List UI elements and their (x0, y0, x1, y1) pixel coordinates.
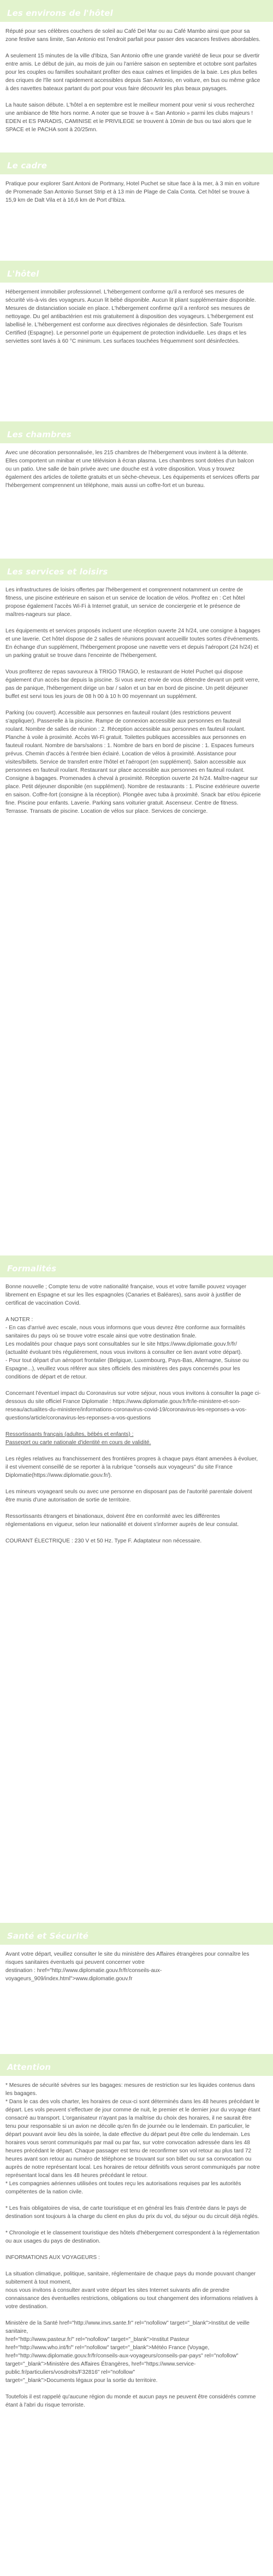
paragraph: Toutefois il est rappelé qu'aucune région du monde et aucun pays ne peuvent être considérés comme étant à l'abri du risque terroriste. (5, 2394, 256, 2408)
section-header-services (0, 559, 273, 580)
paragraph: Parking (ou couvert). Accessible aux personnes en fauteuil roulant (des restrictions peuvent s'appliquer). Passerelle à la piscine. Rampe de connexion accessible aux personnes en fauteuil roulant. Nombre de salles de réunion : 2. Réception accessible aux personnes en fauteuil roulant. Planche à voile à proximité. Accès Wi-Fi gratuit. Toilettes publiques accessibles aux personnes en fauteuil roulant. Nombre de bars/salons : 1. Nombre de bars en bord de piscine : 1. Espaces fumeurs prévus. Chemin d'accès à l'entrée bien éclairé. Location de vélos à proximité. Assistance pour visites/billets. Service de transfert entre l'hôtel et l'aéroport (en supplément). Salon accessible aux personnes en fauteuil roulant. Restaurant sur place accessible aux personnes en fauteuil roulant. Consigne à bagages. Promenades à cheval à proximité. Réception ouverte 24 h/24. Maître-nageur sur place. Petit déjeuner disponible (en supplément). Nombre de restaurants : 1. Piscine extérieure ouverte en saison. Coffre-fort (consigne à la réception). Plongée avec tuba à proximité. Snack bar et/ou épicerie fine. Piscine pour enfants. Laverie. Parking sans voiturier gratuit. Ascenseur. Centre de fitness. Terrasse. Transats de piscine. Location de vélos sur place. Services de concierge. (5, 710, 261, 814)
section-services (0, 586, 273, 1255)
section-attention (0, 2081, 273, 2576)
paragraph: Pratique pour explorer Sant Antoni de Portmany, Hotel Puchet se situe face à la mer, à 3 min en voiture de Promenade San Antonio Sunset Strip et à 13 min de Plage de Cala Conta. Cet hôtel se trouve à 15,9 km de Dalt Vila et à 16,6 km de Port d'Ibiza. (5, 181, 260, 203)
section-title-hotel: L'hôtel (7, 269, 39, 279)
section-header-hotel (0, 261, 273, 283)
paragraph: Les infrastructures de loisirs offertes par l'hébergement et comprennent notamment un centre de fitness, une piscine extérieure en saison et un service de location de vélos. Profitez en : Cet hôtel propose également l'accès Wi-Fi à Internet gratuit, un service de conciergerie et le présence de maîtres-nageurs sur place. (5, 587, 245, 618)
paragraph: Les règles relatives au franchissement des frontières propres à chaque pays étant amenées à évoluer, il est vivement conseillé de se reporter à la rubrique "conseils aux voyageurs" du site France Diplomatie(https://www.diplomatie.gouv.fr/). (5, 1456, 258, 1478)
section-sante (0, 1950, 273, 2054)
section-header-attention (0, 2054, 273, 2076)
section-header-cadre (0, 152, 273, 174)
paragraph: La situation climatique, politique, sanitaire, réglementaire de chaque pays du monde pouvant changer subitement à tout moment, nous vous invitons à consulter avant votre départ les sites Internet suivants afin de prendre connaissance des éventuelles restrictions, obligations ou tout changement des informations relatives à votre destination. (5, 2271, 258, 2310)
section-chambres (0, 449, 273, 559)
paragraph: * Chronologie et le classement touristique des hôtels d'hébergement correspondent à la réglementation ou aux usages du pays de destination. (5, 2230, 260, 2244)
paragraph: Bonne nouvelle ; Compte tenu de votre nationalité française, vous et votre famille pouvez voyager librement en Espagne et sur les îles espagnoles (Canaries et Baléares), sans avoir à justifier de certificat de vaccination Covid. (5, 1284, 247, 1306)
paragraph: A NOTER : - En cas d'arrivé avec escale, nous vous informons que vous devrez être conforme aux formalités sanitaires du pays où se trouve votre escale ainsi que votre destination finale. Les modalités pour chaque pays sont consultables sur le site https://www.diplomatie.gouv.fr/fr/ (actualité évoluant très régulièrement, nous vous invitons à consulter ce lien avant votre départ). - Pour tout départ d'un aéroport frontalier (Belgique, Luxembourg, Pays-Bas, Allemagne, Suisse ou Espagne...), veuillez vous référer aux sites officiels des ministères des pays concernés pour les conditions de départ et de retour. (5, 1317, 249, 1380)
paragraph: Réputé pour ses célèbres couchers de soleil au Café Del Mar ou au Café Mambo ainsi que pour sa zone festive sans limite, San Antonio est l'endroit parfait pour passer des vacances festives abordables. (5, 28, 260, 43)
paragraph: INFORMATIONS AUX VOYAGEURS : (5, 2255, 100, 2261)
paragraph: Ministère de la Santé href="http://www.invs.sante.fr" rel="nofollow" target="_blank">Institut de veille sanitaire, href="http://www.pasteur.fr/" rel="nofollow" target="_blank">Institut Pasteur href="http://www.who.int/fr/" rel="nofollow" target="_blank">Météo France (Voyage, href="http://www.diplomatie.gouv.fr/fr/conseils-aux-voyageurs/conseils-par-pays" rel="nofollow" target="_blank">Ministère des Affaires Étrangères, href="https://www.service-public.fr/particuliers/vosdroits/F32816" rel="nofollow" target="_blank">Documents légaux pour la sortie du territoire. (5, 2320, 250, 2384)
paragraph: Avec une décoration personnalisée, les 215 chambres de l'hébergement vous invitent à la détente. Elles comportent un minibar et une télévision à écran plasma. Les chambres sont dotées d'un balcon ou un patio. Une salle de bain privée avec une douche est à votre disposition. Vous y trouvez également des articles de toilette gratuits et un sèche-cheveux. Les équipements et services offerts par l'hébergement comprennent un téléphone, mais aussi un coffre-fort et un bureau. (5, 450, 260, 489)
section-formalites (0, 1283, 273, 1923)
section-title-cadre: Le cadre (7, 161, 48, 171)
section-header-chambres (0, 421, 273, 443)
section-title-formalites: Formalités (7, 1264, 57, 1274)
paragraph: Vous profiterez de repas savoureux à TRIGO TRAGO, le restaurant de Hotel Puchet qui dispose également d'un accès bar depuis la piscine. Si vous avez envie de vous détendre devant un petit verre, pas de panique, l'hébergement dirige un bar / salon et un bar en bord de piscine. Un petit déjeuner buffet est servi tous les jours de 08 h 00 à 10 h 00 moyennant un supplément. (5, 669, 260, 700)
paragraph: COURANT ÉLECTRIQUE : 230 V et 50 Hz. Type F. Adaptateur non nécessaire. (5, 1538, 202, 1544)
paragraph: Concernant l'éventuel impact du Coronavirus sur votre séjour, nous vous invitons à consulter la page ci-dessous du site officiel France Diplomatie : https://www.diplomatie.gouv.fr/fr/le-ministere-et-son-reseau/actualites-du-ministere/informations-coronavirus-covid-19/coronavirus-les-reponses-a-vos-questions/article/coronavirus-les-reponses-a-vos-questions (5, 1390, 261, 1421)
section-title-sante: Santé et Sécurité (7, 1931, 88, 1941)
paragraph: * Les frais obligatoires de visa, de carte touristique et en général les frais d'entrée dans le pays de destination sont toujours à la charge du client en plus du prix du vol, du séjour ou du circuit déjà réglés. (5, 2205, 259, 2220)
section-title-chambres: Les chambres (7, 430, 72, 439)
section-header-sante (0, 1923, 273, 1945)
paragraph: * Mesures de sécurité sévères sur les bagages: mesures de restriction sur les liquides contenus dans les bagages. * Dans le cas des vols charter, les horaires de ceux-ci sont déterminés dans les 48 heures précédant le départ. Les vols peuvent s'effectuer de jour comme de nuit, le premier et le dernier jour du voyage étant consacré au transport. L'organisateur n'ayant pas la maîtrise du choix des horaires, il ne saurait être tenu pour responsable si un avion ne décolle qu'en fin de journée ou le lendemain. En particulier, le départ pouvant avoir lieu dès la soirée, la date effective du départ peut être celle du lendemain. Les horaires vous seront communiqués par mail ou par fax, sur votre convocation adressée dans les 48 heures précédant le départ. Chaque passager est tenu de reconfirmer son vol retour au plus tard 72 heures avant son retour au numéro de téléphone se trouvant sur son billet ou sur sa convocation ou auprès de notre représentant local. Les horaires de retour définitifs vous seront communiqués par notre représentant local dans les 48 heures précédant le retour. * Les compagnies aériennes utilisées ont toutes reçu les autorisations requises par les autorités compétentes de la nation civile. (5, 2082, 260, 2195)
paragraph: Ressortissants étrangers et binationaux, doivent être en conformité avec les différentes réglementations en vigueur, selon leur nationalité et doivent s'informer auprès de leur consulat. (5, 1513, 239, 1528)
section-title-services: Les services et loisirs (7, 567, 108, 577)
paragraph-link[interactable]: Ressortissants français (adultes, bébés et enfants) : Passeport ou carte nationale d'identité en cours de validité. (5, 1431, 151, 1446)
section-hotel (0, 288, 273, 421)
section-environs (0, 27, 273, 152)
section-title-environs: Les environs de l'hôtel (7, 8, 113, 18)
paragraph: La haute saison débute. L'hôtel a en septembre est le meilleur moment pour venir si vous recherchez une ambiance de fête hors norme. A noter que se trouve à « San Antonio » parmi les clubs majeurs ! EDEN et ES PARADIS, CAMINISE et le PRIVILEGE se trouvent à 10min de bus ou taxi alors que le SPACE et le PACHA sont à 20/25mn. (5, 102, 255, 133)
paragraph: Hébergement immobilier professionnel. L'hébergement conforme qu'il a renforcé ses mesures de sécurité vis-à-vis des voyageurs. Aucun lit bébé disponible. Aucun lit pliant supplémentaire disponible. Mesures de distanciation sociale en place. L'hébergement confirme qu'il a renforcé ses mesures de nettoyage. Du gel antibactérien est mis gratuitement à disposition des voyageurs. L'hébergement est labellisé le. L'hébergement est conforme aux directives régionales de désinfection. Safe Tourism Certified (Espagne). Le personnel porte un équipement de protection individuelle. Les draps et les serviettes sont lavés à 60 °C minimum. Les surfaces touchées fréquemment sont désinfectées. (5, 289, 256, 344)
paragraph: A seulement 15 minutes de la ville d'Ibiza, San Antonio offre une grande variété de lieux pour se divertir entre amis. Le début de juin, au mois de juin ou l'arrière saison en septembre et octobre sont parfaites pour les couples ou familles souhaitant profiter des eaux calmes et limpides de la baie. Les plus belles des criques de l'île sont rapidement accessibles depuis San Antonio, en voiture, en bus ou même grâce à des navettes bateaux partant du port pour vous faire découvrir les plus beaux paysages. (5, 53, 260, 92)
section-header-formalites (0, 1255, 273, 1277)
section-header-environs (0, 0, 273, 22)
paragraph: Les mineurs voyageant seuls ou avec une personne en disposant pas de l'autorité parentale doivent être munis d'une autorisation de sortie de territoire. (5, 1489, 252, 1503)
paragraph: Avant votre départ, veuillez consulter le site du ministère des Affaires étrangères pour connaître les risques sanitaires éventuels qui peuvent concerner votre destination : href="http://www.diplomatie.gouv.fr/fr/conseils-aux-voyageurs_909/index.html">www.diplomatie.gouv.fr (5, 1951, 250, 1982)
paragraph: Les équipements et services proposés incluent une réception ouverte 24 h/24, une consigne à bagages et une laverie. Cet hôtel dispose de 2 salles de réunions pouvant accueillir toutes sortes d'événements. En échange d'un supplément, l'hébergement propose une navette vers et depuis l'aéroport (24 h/24) et un parking gratuit se trouve dans l'enceinte de l'hébergement. (5, 628, 260, 659)
section-title-attention: Attention (7, 2062, 51, 2072)
section-cadre (0, 180, 273, 261)
